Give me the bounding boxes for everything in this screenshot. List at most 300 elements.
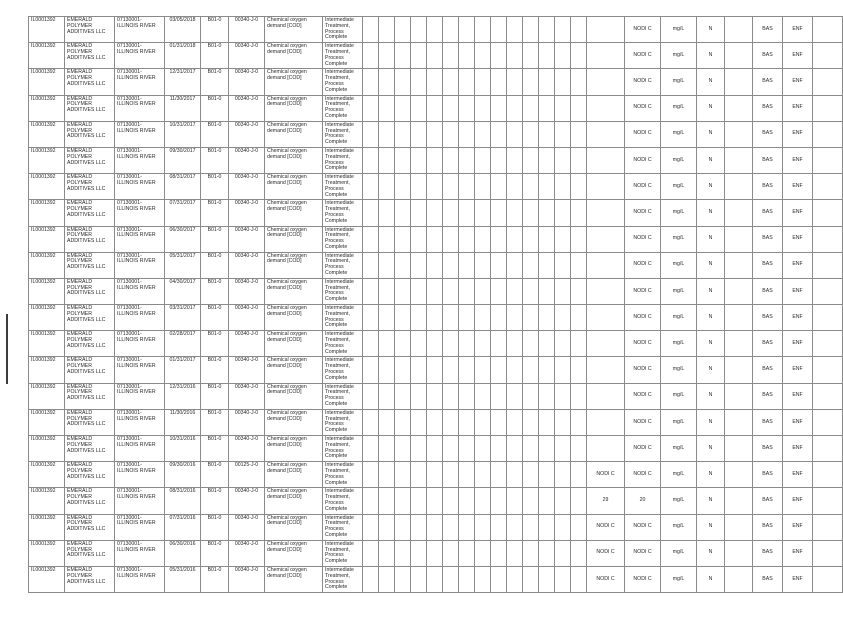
empty-cell (491, 514, 507, 540)
empty-cell (555, 488, 571, 514)
facility-name-cell: EMERALD POLYMER ADDITIVES LLC (65, 43, 115, 69)
value-1-cell (587, 278, 625, 304)
empty-cell (539, 462, 555, 488)
parameter-name-cell: Chemical oxygen demand [COD] (265, 174, 323, 200)
empty-cell (555, 462, 571, 488)
parameter-code-cell: 00340-J-0 (229, 226, 265, 252)
empty-cell (443, 278, 459, 304)
empty-cell (363, 226, 379, 252)
empty-cell (555, 305, 571, 331)
status-code-cell: BAS (753, 514, 783, 540)
empty-cell (411, 409, 427, 435)
monitoring-date-cell: 06/30/2016 (165, 540, 201, 566)
empty-cell (459, 409, 475, 435)
empty-cell (411, 69, 427, 95)
monitoring-date-cell: 10/31/2016 (165, 436, 201, 462)
empty-cell (411, 17, 427, 43)
empty-cell (363, 95, 379, 121)
status-code-cell: BAS (753, 331, 783, 357)
empty-cell (523, 383, 539, 409)
receiving-water-cell: 07130001-ILLINOIS RIVER (115, 226, 165, 252)
parameter-code-cell: 00340-J-0 (229, 331, 265, 357)
outfall-id-cell: B01-0 (201, 357, 229, 383)
empty-cell (395, 174, 411, 200)
status-code-cell: BAS (753, 436, 783, 462)
outfall-id-cell: B01-0 (201, 69, 229, 95)
flag-cell: N (697, 540, 725, 566)
empty-cell (443, 540, 459, 566)
flag-cell: N (697, 514, 725, 540)
flag-cell: N (697, 69, 725, 95)
empty-cell (395, 409, 411, 435)
table-row (29, 514, 843, 540)
parameter-name-cell: Chemical oxygen demand [COD] (265, 436, 323, 462)
value-1-cell: NODI C (587, 540, 625, 566)
type-cell: ENF (783, 278, 813, 304)
flag-cell: N (697, 43, 725, 69)
value-1-cell (587, 95, 625, 121)
table-row (29, 278, 843, 304)
value-1-cell (587, 147, 625, 173)
unit-cell: mg/L (661, 147, 697, 173)
empty-cell (363, 69, 379, 95)
permit-number-cell: IL0001392 (29, 488, 65, 514)
parameter-code-cell: 00340-J-0 (229, 95, 265, 121)
empty-cell (459, 357, 475, 383)
outfall-id-cell: B01-0 (201, 278, 229, 304)
empty-cell (427, 147, 443, 173)
empty-cell (725, 43, 753, 69)
facility-name-cell: EMERALD POLYMER ADDITIVES LLC (65, 331, 115, 357)
empty-cell (725, 409, 753, 435)
empty-cell (555, 121, 571, 147)
parameter-name-cell: Chemical oxygen demand [COD] (265, 488, 323, 514)
empty-cell (491, 43, 507, 69)
empty-cell (443, 174, 459, 200)
empty-cell (507, 200, 523, 226)
empty-cell (459, 488, 475, 514)
empty-cell (571, 514, 587, 540)
flag-cell: N (697, 383, 725, 409)
empty-cell (523, 43, 539, 69)
type-cell: ENF (783, 69, 813, 95)
empty-cell (813, 436, 843, 462)
empty-cell (475, 540, 491, 566)
description-cell: Intermediate Treatment, Process Complete (323, 488, 363, 514)
empty-cell (475, 95, 491, 121)
empty-cell (507, 252, 523, 278)
empty-cell (475, 121, 491, 147)
table-row (29, 69, 843, 95)
monitoring-date-cell: 07/31/2016 (165, 514, 201, 540)
value-1-cell: NODI C (587, 462, 625, 488)
empty-cell (427, 95, 443, 121)
empty-cell (443, 305, 459, 331)
description-cell: Intermediate Treatment, Process Complete (323, 331, 363, 357)
empty-cell (523, 462, 539, 488)
empty-cell (813, 409, 843, 435)
empty-cell (491, 226, 507, 252)
type-cell: ENF (783, 147, 813, 173)
empty-cell (725, 488, 753, 514)
empty-cell (443, 488, 459, 514)
facility-name-cell: EMERALD POLYMER ADDITIVES LLC (65, 305, 115, 331)
empty-cell (459, 383, 475, 409)
parameter-code-cell: 00340-J-0 (229, 121, 265, 147)
table-row (29, 121, 843, 147)
empty-cell (459, 278, 475, 304)
empty-cell (813, 566, 843, 592)
empty-cell (539, 383, 555, 409)
empty-cell (571, 226, 587, 252)
empty-cell (475, 69, 491, 95)
empty-cell (379, 436, 395, 462)
monitoring-date-cell: 01/31/2018 (165, 43, 201, 69)
table-row (29, 43, 843, 69)
empty-cell (539, 305, 555, 331)
empty-cell (411, 540, 427, 566)
empty-cell (571, 305, 587, 331)
parameter-name-cell: Chemical oxygen demand [COD] (265, 331, 323, 357)
empty-cell (725, 462, 753, 488)
empty-cell (459, 226, 475, 252)
facility-name-cell: EMERALD POLYMER ADDITIVES LLC (65, 200, 115, 226)
empty-cell (443, 226, 459, 252)
empty-cell (571, 278, 587, 304)
empty-cell (491, 357, 507, 383)
type-cell: ENF (783, 252, 813, 278)
empty-cell (725, 540, 753, 566)
description-cell: Intermediate Treatment, Process Complete (323, 252, 363, 278)
receiving-water-cell: 07130001-ILLINOIS RIVER (115, 174, 165, 200)
empty-cell (523, 488, 539, 514)
flag-cell: N (697, 200, 725, 226)
unit-cell: mg/L (661, 121, 697, 147)
facility-name-cell: EMERALD POLYMER ADDITIVES LLC (65, 357, 115, 383)
value-2-cell: NODI C (625, 174, 661, 200)
empty-cell (507, 488, 523, 514)
parameter-name-cell: Chemical oxygen demand [COD] (265, 200, 323, 226)
empty-cell (539, 540, 555, 566)
empty-cell (475, 17, 491, 43)
empty-cell (555, 200, 571, 226)
empty-cell (491, 95, 507, 121)
permit-number-cell: IL0001392 (29, 566, 65, 592)
empty-cell (725, 226, 753, 252)
outfall-id-cell: B01-0 (201, 121, 229, 147)
empty-cell (395, 95, 411, 121)
parameter-code-cell: 00340-J-0 (229, 566, 265, 592)
value-1-cell (587, 357, 625, 383)
status-code-cell: BAS (753, 200, 783, 226)
flag-cell: N (697, 566, 725, 592)
parameter-name-cell: Chemical oxygen demand [COD] (265, 43, 323, 69)
empty-cell (539, 17, 555, 43)
empty-cell (813, 121, 843, 147)
value-1-cell: 29 (587, 488, 625, 514)
monitoring-date-cell: 11/30/2016 (165, 409, 201, 435)
monitoring-date-cell: 12/31/2016 (165, 383, 201, 409)
empty-cell (813, 331, 843, 357)
permit-number-cell: IL0001392 (29, 383, 65, 409)
empty-cell (475, 252, 491, 278)
description-cell: Intermediate Treatment, Process Complete (323, 174, 363, 200)
parameter-name-cell: Chemical oxygen demand [COD] (265, 252, 323, 278)
unit-cell: mg/L (661, 383, 697, 409)
empty-cell (427, 305, 443, 331)
flag-cell: N (697, 436, 725, 462)
empty-cell (475, 278, 491, 304)
empty-cell (395, 278, 411, 304)
empty-cell (395, 121, 411, 147)
monitoring-date-cell: 02/28/2017 (165, 331, 201, 357)
empty-cell (491, 252, 507, 278)
table-row (29, 462, 843, 488)
permit-number-cell: IL0001392 (29, 69, 65, 95)
value-2-cell: NODI C (625, 226, 661, 252)
empty-cell (379, 174, 395, 200)
empty-cell (813, 69, 843, 95)
empty-cell (363, 305, 379, 331)
parameter-code-cell: 00340-J-0 (229, 409, 265, 435)
empty-cell (491, 200, 507, 226)
empty-cell (555, 357, 571, 383)
scan-footer-artifact (0, 585, 800, 603)
empty-cell (411, 200, 427, 226)
empty-cell (539, 252, 555, 278)
receiving-water-cell: 07130001-ILLINOIS RIVER (115, 540, 165, 566)
parameter-code-cell: 00340-J-0 (229, 540, 265, 566)
empty-cell (571, 462, 587, 488)
permit-number-cell: IL0001392 (29, 43, 65, 69)
permit-number-cell: IL0001392 (29, 121, 65, 147)
empty-cell (395, 252, 411, 278)
value-2-cell: NODI C (625, 540, 661, 566)
monitoring-date-cell: 09/30/2017 (165, 147, 201, 173)
empty-cell (411, 226, 427, 252)
unit-cell: mg/L (661, 43, 697, 69)
value-2-cell: NODI C (625, 95, 661, 121)
parameter-name-cell: Chemical oxygen demand [COD] (265, 566, 323, 592)
description-cell: Intermediate Treatment, Process Complete (323, 462, 363, 488)
empty-cell (813, 200, 843, 226)
empty-cell (539, 200, 555, 226)
unit-cell: mg/L (661, 488, 697, 514)
unit-cell: mg/L (661, 436, 697, 462)
empty-cell (539, 43, 555, 69)
empty-cell (813, 226, 843, 252)
flag-cell: N (697, 409, 725, 435)
status-code-cell: BAS (753, 540, 783, 566)
empty-cell (555, 174, 571, 200)
empty-cell (571, 488, 587, 514)
parameter-code-cell: 00340-J-0 (229, 174, 265, 200)
outfall-id-cell: B01-0 (201, 540, 229, 566)
empty-cell (571, 200, 587, 226)
empty-cell (395, 540, 411, 566)
value-2-cell: NODI C (625, 121, 661, 147)
empty-cell (539, 278, 555, 304)
parameter-code-cell: 00340-J-0 (229, 17, 265, 43)
table-row (29, 200, 843, 226)
value-2-cell: NODI C (625, 43, 661, 69)
monitoring-date-cell: 04/30/2017 (165, 278, 201, 304)
receiving-water-cell: 07130001-ILLINOIS RIVER (115, 305, 165, 331)
empty-cell (475, 383, 491, 409)
empty-cell (491, 69, 507, 95)
empty-cell (523, 331, 539, 357)
parameter-code-cell: 00340-J-0 (229, 305, 265, 331)
empty-cell (363, 488, 379, 514)
flag-cell: N (697, 17, 725, 43)
empty-cell (491, 409, 507, 435)
empty-cell (395, 462, 411, 488)
facility-name-cell: EMERALD POLYMER ADDITIVES LLC (65, 252, 115, 278)
empty-cell (725, 69, 753, 95)
facility-name-cell: EMERALD POLYMER ADDITIVES LLC (65, 383, 115, 409)
empty-cell (523, 174, 539, 200)
parameter-code-cell: 00340-J-0 (229, 488, 265, 514)
empty-cell (411, 252, 427, 278)
monitoring-date-cell: 05/31/2016 (165, 566, 201, 592)
empty-cell (443, 17, 459, 43)
empty-cell (395, 436, 411, 462)
empty-cell (491, 305, 507, 331)
value-1-cell (587, 305, 625, 331)
permit-number-cell: IL0001392 (29, 95, 65, 121)
table-row (29, 147, 843, 173)
empty-cell (507, 95, 523, 121)
type-cell: ENF (783, 305, 813, 331)
value-1-cell (587, 200, 625, 226)
value-1-cell (587, 174, 625, 200)
empty-cell (523, 409, 539, 435)
outfall-id-cell: B01-0 (201, 226, 229, 252)
empty-cell (725, 174, 753, 200)
empty-cell (555, 436, 571, 462)
permit-number-cell: IL0001392 (29, 514, 65, 540)
value-2-cell: NODI C (625, 514, 661, 540)
empty-cell (411, 436, 427, 462)
empty-cell (523, 436, 539, 462)
empty-cell (411, 43, 427, 69)
permit-number-cell: IL0001392 (29, 462, 65, 488)
empty-cell (523, 17, 539, 43)
status-code-cell: BAS (753, 17, 783, 43)
parameter-name-cell: Chemical oxygen demand [COD] (265, 69, 323, 95)
empty-cell (555, 43, 571, 69)
empty-cell (555, 540, 571, 566)
flag-cell: N (697, 121, 725, 147)
value-2-cell: NODI C (625, 566, 661, 592)
empty-cell (539, 436, 555, 462)
description-cell: Intermediate Treatment, Process Complete (323, 17, 363, 43)
parameter-name-cell: Chemical oxygen demand [COD] (265, 226, 323, 252)
outfall-id-cell: B01-0 (201, 514, 229, 540)
value-2-cell: NODI C (625, 409, 661, 435)
table-row (29, 95, 843, 121)
type-cell: ENF (783, 514, 813, 540)
description-cell: Intermediate Treatment, Process Complete (323, 305, 363, 331)
receiving-water-cell: 07130001-ILLINOIS RIVER (115, 17, 165, 43)
empty-cell (427, 462, 443, 488)
permit-number-cell: IL0001392 (29, 174, 65, 200)
value-2-cell: NODI C (625, 252, 661, 278)
parameter-code-cell: 00340-J-0 (229, 69, 265, 95)
type-cell: ENF (783, 43, 813, 69)
empty-cell (491, 174, 507, 200)
empty-cell (491, 488, 507, 514)
unit-cell: mg/L (661, 540, 697, 566)
flag-cell: N (697, 174, 725, 200)
empty-cell (725, 436, 753, 462)
empty-cell (725, 17, 753, 43)
empty-cell (427, 331, 443, 357)
value-1-cell: NODI C (587, 566, 625, 592)
table-row (29, 17, 843, 43)
empty-cell (571, 383, 587, 409)
empty-cell (379, 43, 395, 69)
empty-cell (363, 331, 379, 357)
empty-cell (571, 147, 587, 173)
value-2-cell: NODI C (625, 147, 661, 173)
empty-cell (427, 252, 443, 278)
type-cell: ENF (783, 566, 813, 592)
type-cell: ENF (783, 488, 813, 514)
empty-cell (427, 121, 443, 147)
empty-cell (475, 488, 491, 514)
status-code-cell: BAS (753, 43, 783, 69)
empty-cell (475, 331, 491, 357)
empty-cell (523, 540, 539, 566)
empty-cell (813, 383, 843, 409)
empty-cell (813, 488, 843, 514)
parameter-name-cell: Chemical oxygen demand [COD] (265, 278, 323, 304)
monitoring-date-cell: 05/31/2017 (165, 252, 201, 278)
empty-cell (379, 462, 395, 488)
value-2-cell: 20 (625, 488, 661, 514)
flag-cell: N (697, 357, 725, 383)
empty-cell (571, 121, 587, 147)
empty-cell (443, 357, 459, 383)
empty-cell (395, 514, 411, 540)
empty-cell (507, 436, 523, 462)
parameter-code-cell: 00340-J-0 (229, 252, 265, 278)
value-2-cell: NODI C (625, 200, 661, 226)
empty-cell (459, 462, 475, 488)
empty-cell (427, 540, 443, 566)
outfall-id-cell: B01-0 (201, 174, 229, 200)
empty-cell (379, 17, 395, 43)
empty-cell (379, 95, 395, 121)
unit-cell: mg/L (661, 409, 697, 435)
empty-cell (571, 252, 587, 278)
empty-cell (523, 69, 539, 95)
value-1-cell (587, 226, 625, 252)
unit-cell: mg/L (661, 174, 697, 200)
monitoring-date-cell: 10/31/2017 (165, 121, 201, 147)
empty-cell (539, 488, 555, 514)
type-cell: ENF (783, 95, 813, 121)
empty-cell (491, 147, 507, 173)
empty-cell (363, 436, 379, 462)
empty-cell (411, 331, 427, 357)
empty-cell (411, 514, 427, 540)
value-1-cell (587, 409, 625, 435)
receiving-water-cell: 07130001-ILLINOIS RIVER (115, 200, 165, 226)
empty-cell (555, 147, 571, 173)
value-1-cell (587, 17, 625, 43)
